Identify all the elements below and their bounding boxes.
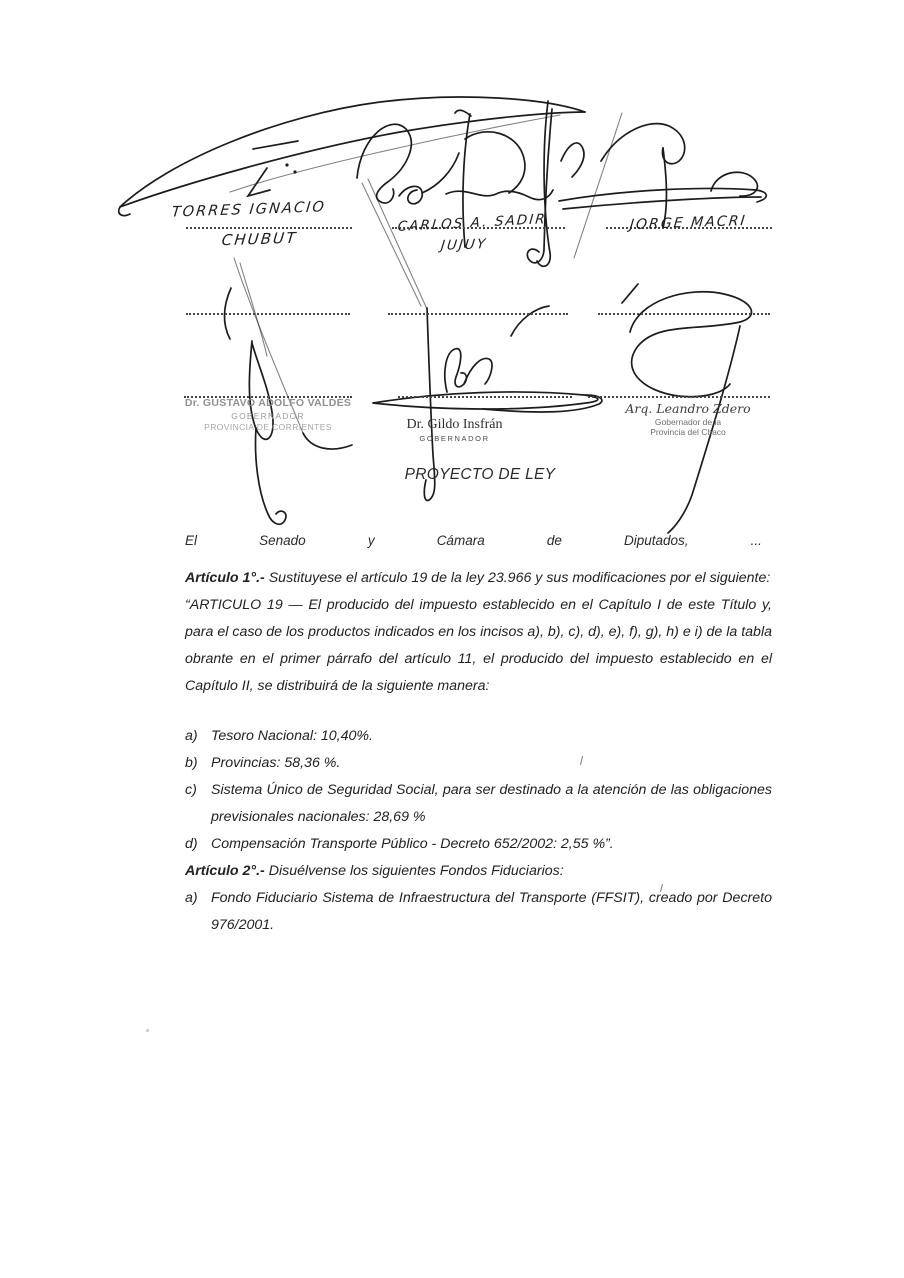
signature-dotted-line xyxy=(388,313,568,315)
stamp-insfran-title: GOBERNADOR xyxy=(419,433,490,443)
signature-jorge-macri xyxy=(537,101,766,266)
signatures-overlay xyxy=(0,0,904,620)
handwritten-province-jujuy: JUJUY xyxy=(440,236,488,254)
body-text xyxy=(185,565,772,939)
article2-list xyxy=(185,885,772,939)
stamp-insfran-name: Dr. Gildo Insfrán xyxy=(406,417,503,432)
stamp-valdes-name: Dr. GUSTAVO ADOLFO VALDÉS xyxy=(184,397,352,409)
list-item-label: c) xyxy=(185,782,197,798)
preamble-line xyxy=(185,533,762,548)
signature-dotted-line xyxy=(588,396,770,398)
stamp-valdes xyxy=(182,397,354,432)
list-item-text: Provincias: 58,36 %. xyxy=(211,755,341,771)
signature-dotted-line xyxy=(598,313,770,315)
stamp-valdes-province: PROVINCIA DE CORRIENTES xyxy=(204,421,332,432)
article1-label: Artículo 1°.- xyxy=(185,570,265,586)
list-item-text: Fondo Fiduciario Sistema de Infraestructura del Transporte (FFSIT), creado por Decreto 976/2001. xyxy=(211,890,772,933)
stamp-zdero xyxy=(613,401,763,438)
list-item-text: Compensación Transporte Público - Decreto 652/2002: 2,55 %”. xyxy=(211,836,614,852)
stamp-zdero-title-2: Provincia del Chaco xyxy=(650,427,726,438)
signature-torres-ignacio xyxy=(119,97,585,216)
list-item-label: d) xyxy=(185,836,198,852)
list-item-text: Sistema Único de Seguridad Social, para ser destinado a la atención de las obligaciones previsionales nacionales: 28,69 % xyxy=(211,782,772,825)
article1-quote: “ARTICULO 19 — El producido del impuesto establecido en el Capítulo I de este Título y, para el caso de los productos indicados en los incisos a), b), c), d), e), f), g), h) e i) de la tabla obrante en el primer párrafo del artículo 11, el producido del impuesto establecido en el Capítulo II, se distribuirá de la siguiente manera: xyxy=(185,597,772,694)
article1-intro-text: Sustituyese el artículo 19 de la ley 23.966 y sus modificaciones por el siguiente: xyxy=(264,570,771,586)
list-item-label: a) xyxy=(185,890,198,906)
stamp-insfran xyxy=(392,416,517,443)
list-item xyxy=(185,831,772,858)
list-item xyxy=(185,750,772,777)
handwritten-name-macri: JORGE MACRI xyxy=(628,212,748,234)
handwritten-name-sadir: CARLOS A. SADIR xyxy=(396,211,548,235)
handwritten-province-chubut: CHUBUT xyxy=(220,228,299,250)
stamp-valdes-title: GOBERNADOR xyxy=(231,411,305,422)
preamble-word: ... xyxy=(750,533,762,548)
preamble-word: de xyxy=(546,533,562,548)
preamble-word: Cámara xyxy=(436,533,485,548)
list-item-label: a) xyxy=(185,728,198,744)
list-item-label: b) xyxy=(185,755,198,771)
article1-list xyxy=(185,723,772,858)
signature-dotted-line xyxy=(398,396,572,398)
article2-label: Artículo 2°.- xyxy=(185,863,265,879)
article2-intro xyxy=(185,858,772,885)
stamp-zdero-title-1: Gobernador de la xyxy=(654,416,722,427)
article2-intro-text: Disuélvense los siguientes Fondos Fiduciarios: xyxy=(264,863,564,879)
signature-gustavo-valdes xyxy=(224,258,352,524)
preamble-word: y xyxy=(367,533,375,548)
list-item-text: Tesoro Nacional: 10,40%. xyxy=(211,728,373,744)
document-title: PROYECTO DE LEY xyxy=(404,466,556,483)
preamble-word: Senado xyxy=(259,533,306,548)
list-item xyxy=(185,885,772,939)
stamp-zdero-name: Arq. Leandro Zdero xyxy=(625,401,751,416)
list-item xyxy=(185,777,772,831)
preamble-word: Diputados, xyxy=(623,533,689,548)
article1-intro xyxy=(185,565,772,592)
signature-carlos-sadir xyxy=(357,109,553,309)
preamble-word: El xyxy=(185,533,198,548)
ink-mark xyxy=(146,1029,149,1032)
signature-dotted-line xyxy=(186,313,350,315)
handwritten-name-torres: TORRES IGNACIO xyxy=(170,199,327,221)
list-item xyxy=(185,723,772,750)
